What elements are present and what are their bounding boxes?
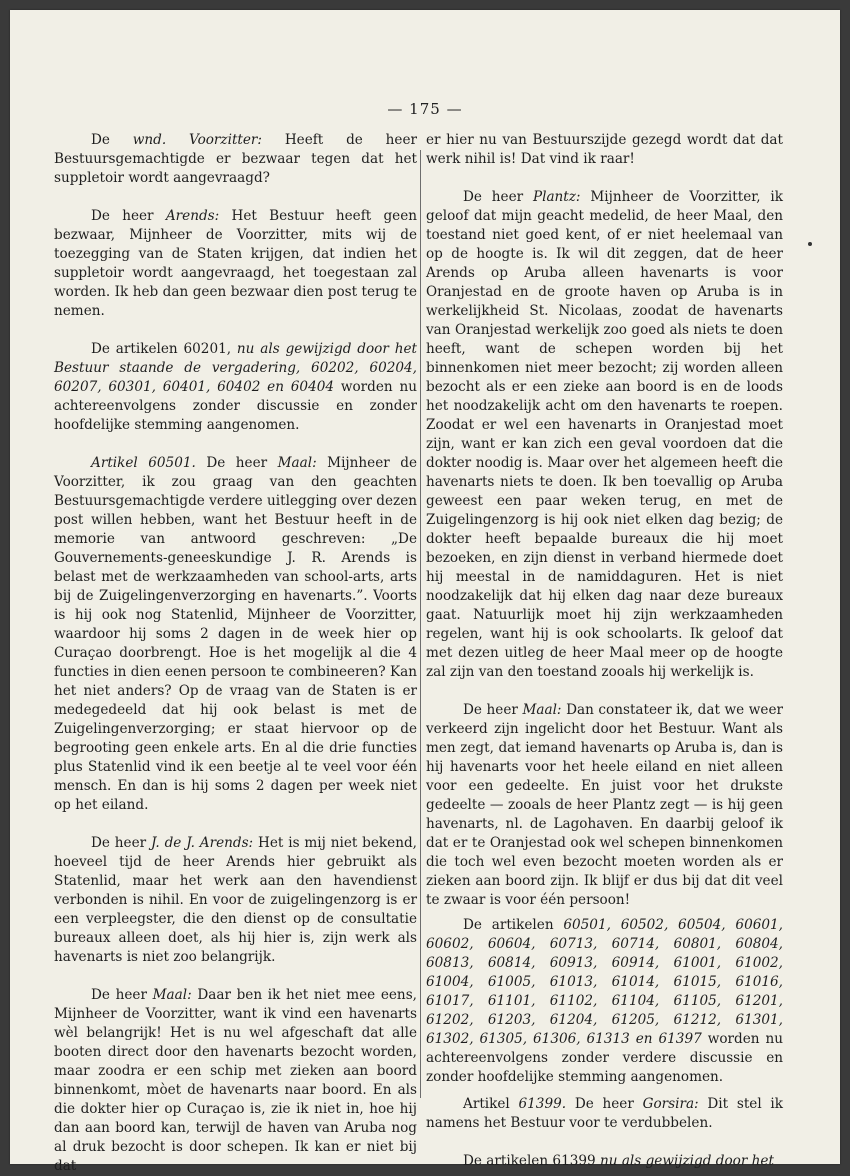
- text: Mijnheer de Voorzitter, ik geloof dat mijn geacht medelid, de heer Maal, den toestand niet goed kent, of er niet heelemaal van op de hoogte is. Ik wil dit zeggen, dat de heer Arends op Aruba alleen havenarts is voor Oranjestad en de groote haven op Aruba is in werkelijkheid St. Nicolaas, zoodat de havenarts van Oranjestad werkelijk zoo goed als niets te doen heeft, want de schepen worden bij het binnenkomen niet meer bezocht; zij worden alleen bezocht als er een zieke aan boord is en de loods het noodzakelijk acht om den havenarts te roepen. Zoodat er wel een havenarts in Oranjestad moet zijn, want er kan zich een geval voordoen dat die dokter noodig is. Maar over het algemeen heeft die havenarts niets te doen. Ik ben toevallig op Aruba geweest een paar weken terug, en met de Zuigelingenzorg is hij ook niet elken dag bezig; de dokter heeft bepaalde bureaux die hij moet bezoeken, en zijn dienst in verband hiermede doet hij meestal in de namiddaguren. Het is niet noodzakelijk dat hij elken dag naar deze bureaux gaat. Natuurlijk moet hij zijn werkzaamheden regelen, want hij is ook schoolarts. Ik geloof dat met dezen uitleg de heer Maal meer op de hoogte zal zijn van den toestand zooals hij werkelijk is.: [426, 189, 783, 680]
- spacer: [54, 967, 417, 986]
- margin-mark: [808, 242, 812, 246]
- text: De heer: [91, 987, 153, 1003]
- paragraph: [426, 188, 783, 682]
- text: worden nu achtereenvolgens zonder verdere discussie en zonder hoofdelijke stemming aangenomen.: [426, 1031, 783, 1085]
- spacer: [426, 169, 783, 188]
- text: Dit stel ik namens het Bestuur voor te verdubbelen.: [426, 1096, 784, 1131]
- text: De artikelen 61399: [463, 1153, 600, 1169]
- paragraph: [426, 131, 783, 169]
- text: De heer: [91, 835, 152, 851]
- italic-text: nu als gewijzigd door het: [600, 1153, 774, 1169]
- text: Het is mij niet bekend, hoeveel tijd de heer Arends hier gebruikt als Statenlid, maar het werk aan den havendienst verbonden is nihil. En voor de zuigelingenzorg is er een verpleegster, die den dienst op de consultatie bureaux alleen doet, als hij hier is, zijn werk als havenarts is niet zoo belangrijk.: [54, 835, 417, 965]
- text: De heer: [463, 189, 533, 205]
- paragraph: [54, 340, 417, 435]
- text: worden nu achtereenvolgens zonder discussie en zonder hoofdelijke stemming aangenomen.: [54, 379, 417, 433]
- text: Daar ben ik het niet mee eens, Mijnheer de Voorzitter, want ik vind een havenarts wèl belangrijk! Het is nu wel afgeschaft dat alle booten direct door den havenarts bezocht worden, maar zoodra er een schip met zieken aan boord binnenkomt, mòet de havenarts naar boord. En als die dokter hier op Curaçao is, zie ik niet in, hoe hij dan aan boord kan, terwijl de haven van Aruba nog al druk bezocht is door schepen. Ik kan er niet bij dat: [54, 987, 417, 1174]
- text: Dan constateer ik, dat we weer verkeerd zijn ingelicht door het Bestuur. Want als men zegt, dat iemand havenarts op Aruba is, dan is hij havenarts voor het heele eiland en niet alleen voor een gedeelte. En juist voor het drukste gedeelte — zooals de heer Plantz zegt — is hij geen havenarts, nl. de Lagohaven. En daarbij geloof ik dat er te Oranjestad ook wel schepen binnenkomen die toch wel even bezocht moeten worden als er zieken aan boord zijn. Ik blijf er dus bij dat dit veel te zwaar is voor één persoon!: [426, 702, 783, 908]
- article-list: 60501, 60502, 60504, 60601, 60602, 60604, 60713, 60714, 60801, 60804, 60813, 60814, 60913, 60914, 61001, 61002, 61004, 61005, 61013, 61014, 61015, 61016, 61017, 61101, 61102, 61104, 61105, 61201, 61202, 61203, 61204, 61205, 61212, 61301, 61302, 61305, 61306, 61313 en 61397: [426, 917, 783, 1047]
- text: Mijnheer de Voorzitter, ik zou graag van den geachten Bestuursgemachtigde verdere uitlegging over dezen post willen hebben, want het Bestuur heeft in de memorie van antwoord geschreven: „De Gouvernements-geneeskundige J. R. Arends is belast met de werkzaamheden van school-arts, arts bij de Zuigelingenverzorging en havenarts.”. Voorts is hij ook nog Statenlid, Mijnheer de Voorzitter, waardoor hij soms 2 dagen in de week hier op Curaçao doorbrengt. Hoe is het mogelijk al die 4 functies in dien eenen persoon te combineeren? Kan het niet anders? Op de vraag van de Staten is er medegedeeld dat hij ook belast is met de Zuigelingenverzorging; er staat hiervoor op de begrooting geen enkele arts. En al die drie functies plus Statenlid vind ik een beetje al te veel voor één mensch. En dan is hij soms 2 dagen per week niet op het eiland.: [54, 455, 417, 813]
- left-column: [54, 131, 417, 1176]
- speaker-name: J. de J. Arends:: [151, 835, 254, 851]
- right-column: [426, 131, 783, 1171]
- text: De heer: [566, 1096, 643, 1112]
- paragraph: [426, 916, 783, 1087]
- paragraph: [426, 1095, 783, 1133]
- paragraph: [54, 131, 417, 188]
- text: De heer: [195, 455, 278, 471]
- paragraph: [426, 1152, 783, 1171]
- paragraph: [54, 986, 417, 1176]
- speaker-name: wnd. Voorzitter:: [132, 132, 262, 148]
- spacer: [426, 1087, 783, 1095]
- spacer: [54, 815, 417, 834]
- spacer: [54, 435, 417, 454]
- document-page: [10, 10, 840, 1174]
- page-number: — 175 —: [387, 100, 463, 118]
- speaker-name: Arends:: [165, 208, 220, 224]
- paragraph: [54, 207, 417, 321]
- article-number: 61399.: [518, 1096, 567, 1112]
- spacer: [426, 682, 783, 701]
- text: De: [91, 132, 133, 148]
- speaker-name: Gorsira:: [642, 1096, 699, 1112]
- speaker-name: Maal:: [152, 987, 192, 1003]
- text: De artikelen: [463, 917, 564, 933]
- text: De heer: [463, 702, 523, 718]
- text: De artikelen 60201,: [91, 341, 237, 357]
- paragraph: [54, 454, 417, 815]
- spacer: [426, 1133, 783, 1152]
- text: Artikel: [463, 1096, 519, 1112]
- column-divider: [420, 150, 421, 1098]
- spacer: [54, 188, 417, 207]
- article-heading: Artikel 60501.: [91, 455, 196, 471]
- text: De heer: [91, 208, 166, 224]
- italic-text: nu als gewijzigd door het Bestuur staande de vergadering, 60202, 60204, 60207, 60301, 60401, 60402 en 60404: [54, 341, 417, 395]
- paragraph: [54, 834, 417, 967]
- speaker-name: Maal:: [277, 455, 317, 471]
- spacer: [54, 321, 417, 340]
- speaker-name: Maal:: [522, 702, 562, 718]
- paragraph: [426, 701, 783, 910]
- text: Het Bestuur heeft geen bezwaar, Mijnheer de Voorzitter, mits wij de toezegging van de Staten krijgen, dat indien het suppletoir wordt aangevraagd, het toegestaan zal worden. Ik heb dan geen bezwaar dien post terug te nemen.: [54, 208, 417, 319]
- text: Heeft de heer Bestuursgemachtigde er bezwaar tegen dat het suppletoir wordt aangevraagd?: [54, 132, 417, 186]
- text: er hier nu van Bestuurszijde gezegd wordt dat dat werk nihil is! Dat vind ik raar!: [426, 132, 783, 167]
- speaker-name: Plantz:: [532, 189, 581, 205]
